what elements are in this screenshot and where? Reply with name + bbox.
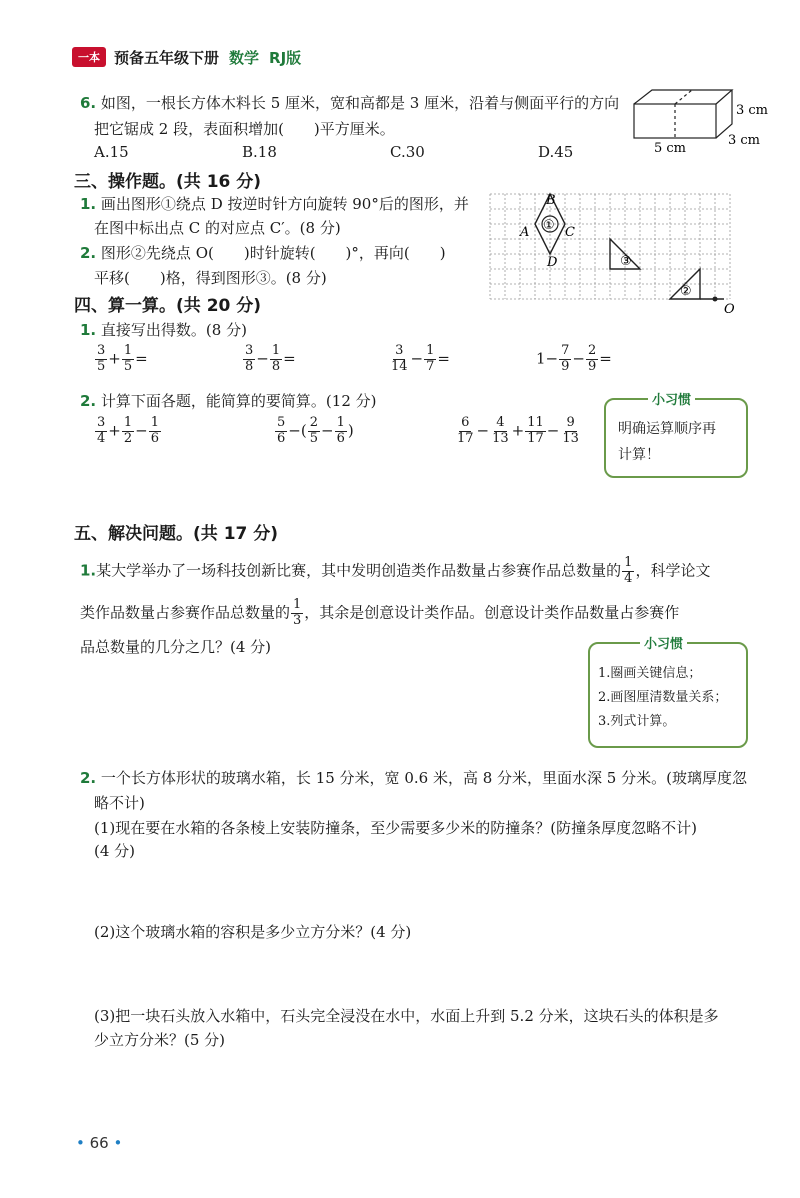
expr-1-4: 1− $\frac{7}{9}$ − $\frac{2}{9}$ = — [536, 343, 612, 374]
fraction: $\frac{1}{2}$ — [123, 415, 133, 446]
tip-title: 小习惯 — [640, 633, 687, 652]
q6-line2: 把它锯成 2 段，表面积增加( )平方厘米。 — [94, 120, 395, 138]
s5-q2-line1: 2. 一个长方体形状的玻璃水箱，长 15 分米，宽 0.6 米，高 8 分米，里面水深 5 分米。(玻璃厚度忽 — [80, 769, 747, 787]
fraction: $\frac{1}{5}$ — [123, 343, 133, 374]
expr-1-3: $\frac{3}{14}$ − $\frac{1}{7}$ = — [391, 343, 450, 374]
shape1-label: ① — [543, 218, 555, 233]
option-b: B.18 — [242, 143, 277, 161]
habit-tip-box-1 — [604, 393, 748, 478]
s3-q1-text1: 画出图形①绕点 D 按逆时针方向旋转 90°后的图形，并 — [100, 195, 469, 213]
grid-label-o: O — [724, 302, 735, 316]
s5-q2-sub2: (2)这个玻璃水箱的容积是多少立方分米？(4 分) — [94, 923, 412, 941]
expr-1-2: $\frac{3}{8}$ − $\frac{1}{8}$ = — [245, 343, 296, 374]
s5-q1-line2: 类作品数量占参赛作品总数量的 $\frac{1}{3}$ ，其余是创意设计类作品。创意设计类作品数量占参赛作 — [80, 597, 680, 628]
fraction: $\frac{1}{6}$ — [150, 415, 159, 446]
s5-q2-sub1-b: (4 分) — [94, 842, 136, 860]
fraction: $\frac{1}{7}$ — [426, 343, 435, 374]
fig-length-label: 5 cm — [654, 141, 687, 156]
option-a: A.15 — [94, 143, 129, 161]
grid-label-a: A — [520, 225, 530, 240]
s4-q2 — [80, 390, 376, 411]
fraction: $\frac{3}{4}$ — [97, 415, 106, 446]
habit-tip-box-2 — [588, 637, 748, 748]
s3-q2-number: 2. — [80, 244, 97, 262]
fraction: $\frac{4}{13}$ — [492, 415, 509, 446]
s5-q2-sub3-a: (3)把一块石头放入水箱中，石头完全浸没在水中，水面上升到 5.2 分米，这块石头的体积是多 — [94, 1007, 719, 1025]
s3-q1-number: 1. — [80, 195, 97, 213]
fraction: $\frac{3}{8}$ — [245, 343, 254, 374]
q6-options — [94, 143, 614, 163]
tip-line: 3.列式计算。 — [598, 714, 676, 729]
q6-number: 6. — [80, 94, 97, 112]
fraction: $\frac{9}{13}$ — [562, 415, 579, 446]
q6-line1 — [80, 92, 619, 113]
fraction: $\frac{1}{6}$ — [336, 415, 345, 446]
fig-width-label: 3 cm — [728, 133, 761, 148]
fraction: $\frac{2}{5}$ — [309, 415, 318, 446]
fraction: $\frac{2}{9}$ — [587, 343, 597, 374]
page-number: • 66 • — [76, 1134, 123, 1152]
expr-2-2: $\frac{5}{6}$ −( $\frac{2}{5}$ − $\frac{1}{6}$ ) — [277, 415, 354, 446]
fraction: $\frac{7}{9}$ — [561, 343, 570, 374]
s3-q1-line2: 在图中标出点 C 的对应点 C′。(8 分) — [94, 219, 341, 237]
s4-q1-text: 直接写出得数。(8 分) — [100, 321, 247, 339]
tip-title: 小习惯 — [648, 389, 695, 408]
shape2-label: ② — [680, 284, 692, 299]
s4-q2-number: 2. — [80, 392, 97, 410]
rotation-grid — [484, 190, 742, 316]
expr-1-1: $\frac{3}{5}$ + $\frac{1}{5}$ = — [97, 343, 148, 374]
section4-title: 四、算一算。(共 20 分) — [74, 296, 262, 316]
fraction: $\frac{3}{5}$ — [97, 343, 106, 374]
subject-label: 数学 — [229, 48, 260, 67]
option-c: C.30 — [390, 143, 425, 161]
s4-q1 — [80, 319, 247, 340]
fraction: $\frac{1}{3}$ — [293, 597, 302, 628]
s5-q2-sub1-a: (1)现在要在水箱的各条棱上安装防撞条，至少需要多少米的防撞条？(防撞条厚度忽略不计) — [94, 819, 697, 837]
expr-2-1: $\frac{3}{4}$ + $\frac{1}{2}$ − $\frac{1}{6}$ — [97, 415, 159, 446]
edition-label: RJ版 — [269, 48, 302, 67]
shape3-label: ③ — [620, 254, 632, 269]
fig-height-label: 3 cm — [736, 103, 769, 118]
s5-q2-sub3-b: 少立方分米？(5 分) — [94, 1031, 226, 1049]
s3-q1-line1 — [80, 193, 469, 214]
q6-text1: 如图，一根长方体木料长 5 厘米，宽和高都是 3 厘米，沿着与侧面平行的方向 — [100, 94, 620, 112]
s3-q2-text1: 图形②先绕点 O( )时针旋转( )°，再向( ) — [100, 244, 446, 262]
fraction: $\frac{11}{17}$ — [527, 415, 544, 446]
brand-logo: 一本 — [72, 47, 106, 67]
s3-q2-line1 — [80, 242, 446, 263]
option-d: D.45 — [538, 143, 574, 161]
book-title: 预备五年级下册 — [114, 48, 220, 67]
s4-q2-text: 计算下面各题，能简算的要简算。(12 分) — [100, 392, 377, 410]
s5-q1-line1: 1.某大学举办了一场科技创新比赛，其中发明创造类作品数量占参赛作品总数量的 $\frac{1}{4}$ ，科学论文 — [80, 555, 711, 586]
fraction: $\frac{6}{17}$ — [457, 415, 474, 446]
cuboid-figure — [628, 84, 788, 156]
grid-label-c: C — [565, 225, 575, 240]
expr-2-3: $\frac{6}{17}$ − $\frac{4}{13}$ + $\frac{11}{17}$ − $\frac{9}{13}$ — [457, 415, 579, 446]
grid-label-b: B — [546, 193, 556, 208]
page-header — [72, 44, 301, 70]
fraction: $\frac{1}{4}$ — [624, 555, 633, 586]
fraction: $\frac{3}{14}$ — [391, 343, 408, 374]
section5-title: 五、解决问题。(共 17 分) — [74, 524, 279, 544]
s4-q1-number: 1. — [80, 321, 97, 339]
tip-line: 1.圈画关键信息； — [598, 666, 702, 681]
s3-q2-line2: 平移( )格，得到图形③。(8 分) — [94, 269, 327, 287]
s5-q1-number: 1. — [80, 561, 97, 580]
tip-line: 计算！ — [618, 447, 660, 463]
fraction: $\frac{5}{6}$ — [277, 415, 286, 446]
fraction: $\frac{1}{8}$ — [271, 343, 281, 374]
s5-q1-line3: 品总数量的几分之几？(4 分) — [80, 638, 272, 656]
grid-label-d: D — [547, 255, 558, 270]
tip-line: 2.画图厘清数量关系； — [598, 690, 728, 705]
tip-line: 明确运算顺序再 — [618, 421, 716, 437]
s5-q2-line2: 略不计) — [94, 794, 145, 812]
section3-title: 三、操作题。(共 16 分) — [74, 172, 262, 192]
s5-q2-number: 2. — [80, 769, 97, 787]
